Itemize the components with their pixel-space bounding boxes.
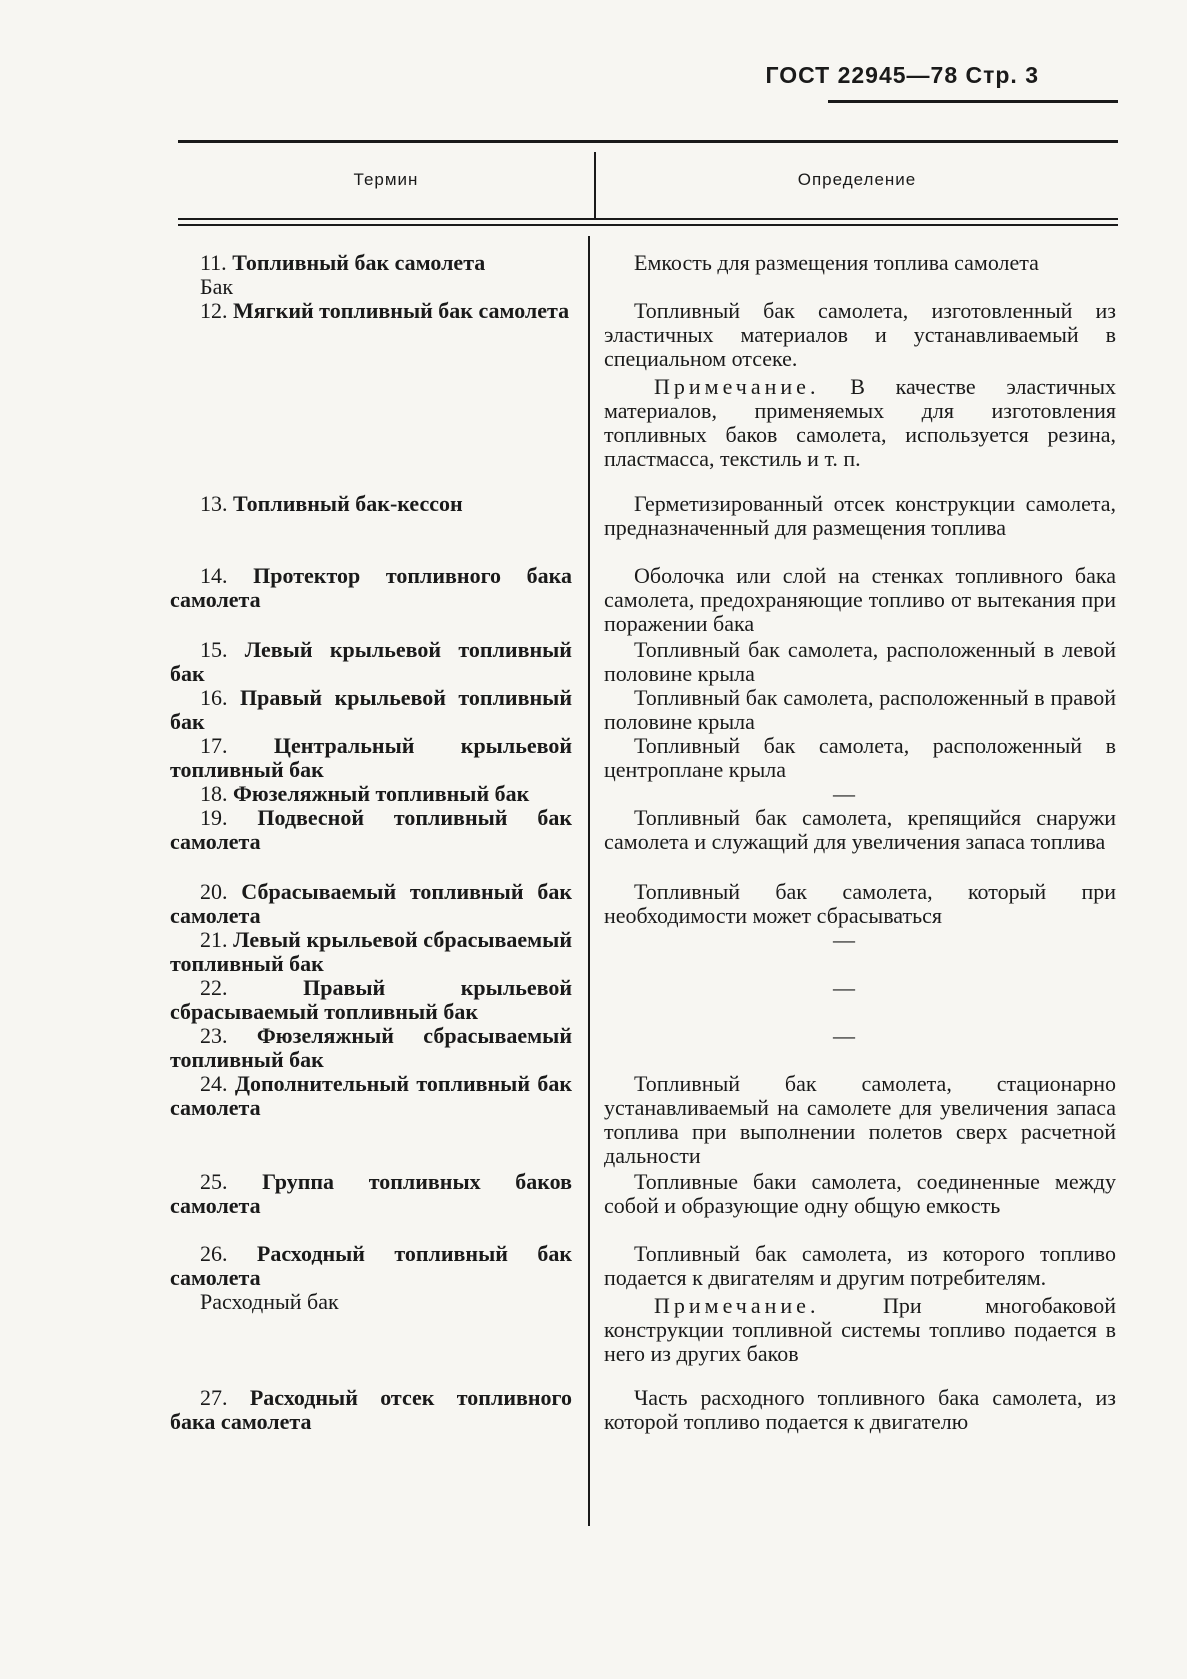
- header-bottom-rule: [178, 218, 1118, 220]
- column-divider-body: [588, 236, 590, 1526]
- definition-13: Герметизированный отсек конструкции самолета, предназначенный для размещения топлива: [604, 491, 1116, 540]
- definition-23: —: [833, 1023, 855, 1048]
- definition-25: Топливные баки самолета, соединенные между собой и образующие одну общую емкость: [604, 1169, 1116, 1218]
- definition-19: Топливный бак самолета, крепящийся снаружи самолета и служащий для увеличения запаса топлива: [604, 805, 1116, 854]
- definition-27: Часть расходного топливного бака самолета, из которой топливо подается к двигателю: [604, 1385, 1116, 1434]
- definition-17: Топливный бак самолета, расположенный в центроплане крыла: [604, 733, 1116, 782]
- definition-24: Топливный бак самолета, стационарно устанавливаемый на самолете для увеличения запаса топлива при выполнении полетов сверх расчетной дальности: [604, 1071, 1116, 1168]
- definition-12-note: Примечание. В качестве эластичных материалов, применяемых для изготовления топливных баков самолета, используется резина, пластмасса, текстиль и т. п.: [604, 374, 1116, 471]
- term-13: 13. Топливный бак-кессон: [200, 491, 463, 516]
- term-14: 14. Протектор топливного бака самолета: [170, 563, 573, 612]
- page-header: ГОСТ 22945—78 Стр. 3: [765, 62, 1039, 88]
- term-17: 17. Центральный крыльевой топливный бак: [170, 733, 573, 782]
- definition-21: —: [833, 927, 855, 952]
- header-rule: [828, 100, 1118, 103]
- term-26: 26. Расходный топливный бак самолета Расходный бак: [170, 1241, 572, 1314]
- definition-12: Топливный бак самолета, изготовленный из эластичных материалов и устанавливаемый в специальном отсеке. Примечание. В качестве эластичных материалов, применяемых для изготовления топливных баков самолета, используется резина, пластмасса, текстиль и т. п.: [604, 298, 1116, 471]
- term-27: 27. Расходный отсек топливного бака самолета: [170, 1385, 572, 1434]
- column-header-definition: Определение: [797, 170, 917, 189]
- term-15: 15. Левый крыльевой топливный бак: [170, 637, 572, 686]
- term-19: 19. Подвесной топливный бак самолета: [170, 805, 573, 854]
- definition-20: Топливный бак самолета, который при необходимости может сбрасываться: [604, 879, 1116, 928]
- definition-14: Оболочка или слой на стенках топливного бака самолета, предохраняющие топливо от вытекания при поражении бака: [604, 563, 1116, 636]
- term-22: 22. Правый крыльевой сбрасываемый топливный бак: [170, 975, 572, 1024]
- definition-26: Топливный бак самолета, из которого топливо подается к двигателям и другим потребителям. Примечание. При многобаковой конструкции топливной системы топливо подается в него из других баков: [604, 1241, 1117, 1366]
- term-24: 24. Дополнительный топливный бак самолета: [170, 1071, 573, 1120]
- term-23: 23. Фюзеляжный сбрасываемый топливный бак: [170, 1023, 573, 1072]
- definition-15: Топливный бак самолета, расположенный в левой половине крыла: [604, 637, 1116, 686]
- definition-22: —: [833, 975, 855, 1000]
- term-12: 12. Мягкий топливный бак самолета: [200, 298, 570, 323]
- term-16: 16. Правый крыльевой топливный бак: [170, 685, 573, 734]
- term-11: 11. Топливный бак самолета Бак: [200, 250, 486, 299]
- definition-11: Емкость для размещения топлива самолета: [634, 250, 1039, 275]
- column-header-term: Термин: [353, 170, 419, 189]
- term-20: 20. Сбрасываемый топливный бак самолета: [170, 879, 572, 928]
- definition-16: Топливный бак самолета, расположенный в правой половине крыла: [604, 685, 1116, 734]
- header-bottom-rule-double: [178, 224, 1118, 226]
- table-top-rule: [178, 140, 1118, 143]
- term-25: 25. Группа топливных баков самолета: [170, 1169, 572, 1218]
- definition-26-note: Примечание. При многобаковой конструкции топливной системы топливо подается в него из других баков: [604, 1293, 1117, 1366]
- term-18: 18. Фюзеляжный топливный бак: [200, 781, 530, 806]
- definition-18: —: [833, 781, 855, 806]
- term-21: 21. Левый крыльевой сбрасываемый топливный бак: [170, 927, 572, 976]
